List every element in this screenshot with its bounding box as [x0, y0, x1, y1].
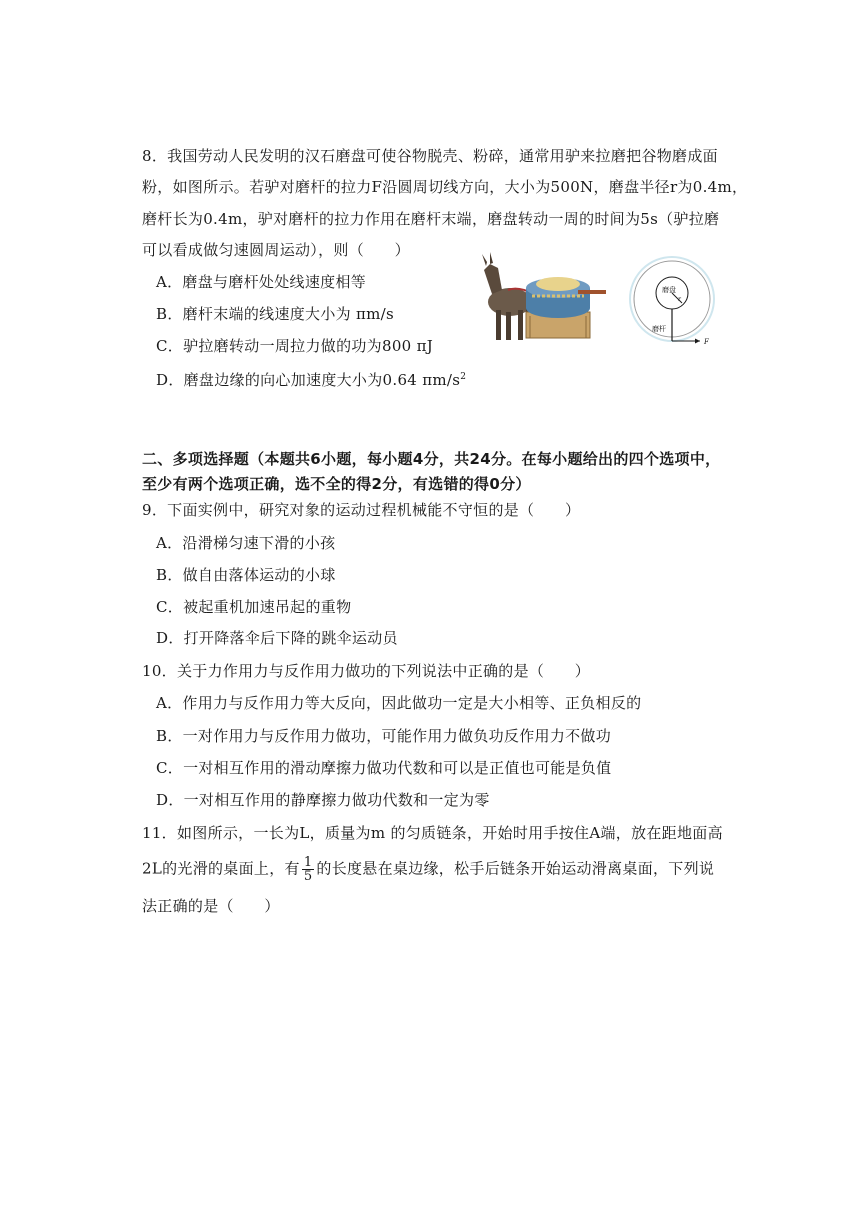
q11-stem-line-3: 法正确的是（ ）: [142, 897, 280, 915]
donkey-millstone-figure: [478, 250, 608, 346]
disk-label: 磨盘: [662, 286, 676, 294]
q8-option-d-exponent: 2: [460, 372, 467, 382]
q9-option-a: A．沿滑梯匀速下滑的小孩: [156, 534, 336, 552]
q8-stem-line-3: 磨杆长为0.4m，驴对磨杆的拉力作用在磨杆末端，磨盘转动一周的时间为5s（驴拉磨: [142, 210, 720, 228]
q9-option-b: B．做自由落体运动的小球: [156, 566, 336, 584]
q8-stem-line-2: 粉，如图所示。若驴对磨杆的拉力F沿圆周切线方向，大小为500N，磨盘半径r为0.4m，: [142, 178, 748, 196]
q9-stem: 9．下面实例中，研究对象的运动过程机械能不守恒的是（ ）: [142, 501, 581, 519]
q10-option-b: B．一对作用力与反作用力做功，可能作用力做负功反作用力不做功: [156, 727, 612, 745]
q9-option-c: C．被起重机加速吊起的重物: [156, 598, 352, 616]
millstone-circle-diagram: [624, 255, 724, 345]
one-fifth-fraction: [302, 856, 315, 883]
q9-option-d: D．打开降落伞后下降的跳伞运动员: [156, 629, 398, 647]
q8-option-a: A．磨盘与磨杆处处线速度相等: [156, 273, 367, 291]
q11-stem-line-1: 11．如图所示，一长为L，质量为m 的匀质链条，开始时用手按住A端，放在距地面高: [142, 824, 723, 842]
q8-option-d: [156, 367, 466, 390]
q10-option-a: A．作用力与反作用力等大反向，因此做功一定是大小相等、正负相反的: [156, 694, 642, 712]
force-label: F: [704, 338, 709, 345]
q10-stem: 10．关于力作用力与反作用力做功的下列说法中正确的是（ ）: [142, 662, 591, 680]
rod-label: 磨杆: [652, 325, 666, 333]
q8-option-b: B．磨杆末端的线速度大小为 πm/s: [156, 305, 395, 323]
fraction-numerator: 1: [303, 855, 313, 870]
fraction-denominator: 5: [303, 869, 313, 884]
q11-line-2-prefix: 2L的光滑的桌面上，有: [142, 859, 300, 878]
q11-stem-line-2: [142, 856, 714, 883]
q10-option-d: D．一对相互作用的静摩擦力做功代数和一定为零: [156, 791, 490, 809]
q8-option-c: C．驴拉磨转动一周拉力做的功为800 πJ: [156, 337, 434, 355]
q8-stem-line-1: 8．我国劳动人民发明的汉石磨盘可使谷物脱壳、粉碎，通常用驴来拉磨把谷物磨成面: [142, 147, 718, 165]
q8-option-d-text: D．磨盘边缘的向心加速度大小为0.64 πm/s: [156, 371, 461, 389]
radius-label: r: [678, 296, 681, 303]
q10-option-c: C．一对相互作用的滑动摩擦力做功代数和可以是正值也可能是负值: [156, 759, 612, 777]
q11-line-2-suffix: 的长度悬在桌边缘，松手后链条开始运动滑离桌面，下列说: [316, 859, 715, 878]
q8-stem-line-4: 可以看成做匀速圆周运动），则（ ）: [142, 241, 410, 259]
section-2-heading-line-2: 至少有两个选项正确，选不全的得2分，有选错的得0分）: [142, 475, 531, 493]
section-2-heading-line-1: 二、多项选择题（本题共6小题，每小题4分，共24分。在每小题给出的四个选项中，: [142, 450, 721, 468]
